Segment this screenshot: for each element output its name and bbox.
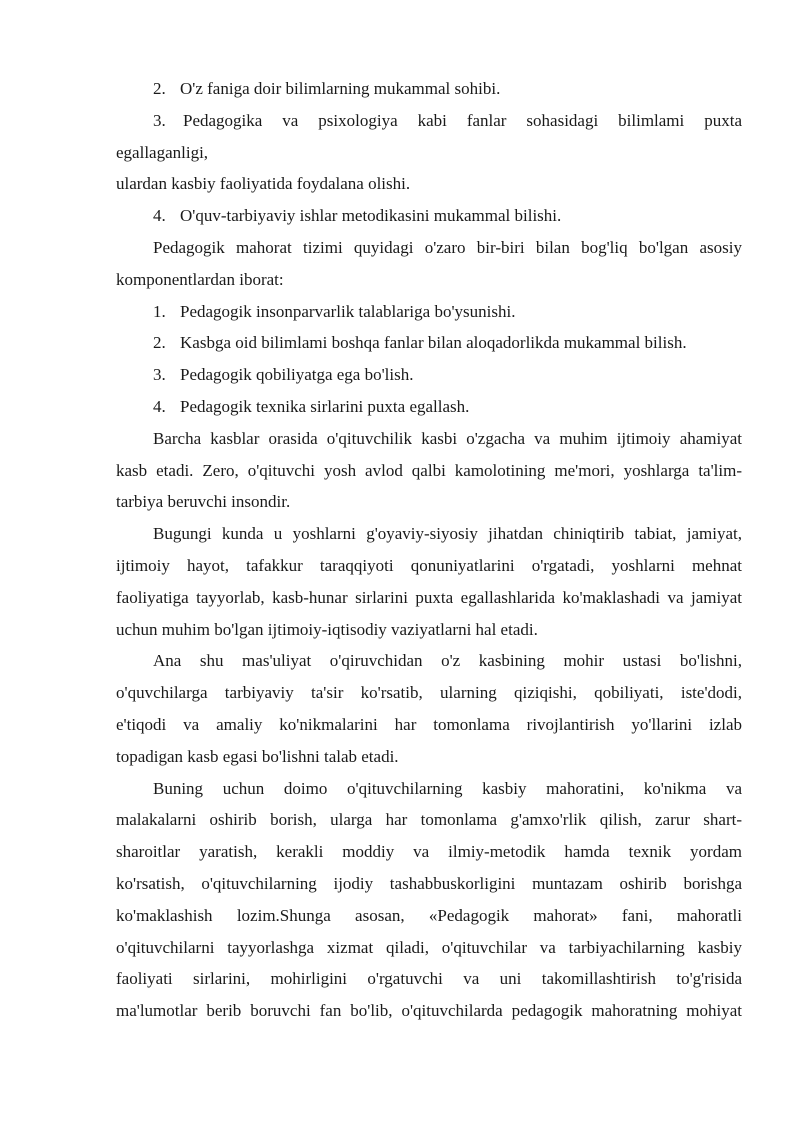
- list-item-text: Pedagogik insonparvarlik talablariga bo'ysunishi.: [180, 301, 516, 321]
- list-item-text: O'z faniga doir bilimlarning mukammal sohibi.: [180, 79, 501, 98]
- paragraph-line: Bugungi kunda u yoshlarni g'oyaviy-siyosiy jihatdan chiniqtirib tabiat, jamiyat,: [153, 524, 742, 544]
- paragraph-line: Pedagogik mahorat tizimi quyidagi o'zaro bir-biri bilan bog'liq bo'lgan asosiy: [153, 237, 742, 257]
- list-number: 1.: [153, 301, 166, 321]
- text-line: egallaganligi,: [116, 142, 209, 162]
- document-body: [116, 73, 742, 1027]
- list-item: [116, 359, 742, 391]
- list-item-text: Kasbga oid bilimlami boshqa fanlar bilan aloqadorlikda mukammal bilish.: [180, 333, 687, 353]
- list-number: 3.: [153, 110, 166, 130]
- paragraph-line: Buning uchun doimo o'qituvchilarning kasbiy mahoratini, ko'nikma va: [153, 778, 742, 798]
- list-number: 4.: [153, 396, 166, 416]
- list-item-text: O'quv-tarbiyaviy ishlar metodikasini mukammal bilishi.: [180, 206, 562, 226]
- text-line: ulardan kasbiy faoliyatida foydalana olishi.: [116, 174, 411, 194]
- list-item-text: Pedagogik texnika sirlarini puxta egallash.: [180, 396, 470, 416]
- list-item: [116, 200, 742, 232]
- list-item: [116, 105, 742, 137]
- list-item: [116, 327, 742, 359]
- paragraph-line: e'tiqodi va amaliy ko'nikmalarini har tomonlama rivojlantirish yo'llarini izlab: [116, 714, 742, 734]
- paragraph-line: topadigan kasb egasi bo'lishni talab etadi.: [116, 746, 399, 766]
- list-item-text: Pedagogika va psixologiya kabi fanlar sohasidagi bilimlami puxta: [183, 110, 742, 130]
- paragraph-line: sharoitlar yaratish, kerakli moddiy va ilmiy-metodik hamda texnik yordam: [116, 842, 742, 862]
- paragraph-line: ko'rsatish, o'qituvchilarning ijodiy tashabbuskorligini muntazam oshirib borishga: [116, 873, 742, 893]
- list-item: [116, 391, 742, 423]
- paragraph-line: uchun muhim bo'lgan ijtimoiy-iqtisodiy vaziyatlarni hal etadi.: [116, 619, 538, 639]
- list-number: 4.: [153, 206, 166, 226]
- list-number: 3.: [153, 365, 166, 385]
- paragraph-line: o'quvchilarga tarbiyaviy ta'sir ko'rsatib, ularning qiziqishi, qobiliyati, iste'dodi,: [116, 683, 742, 703]
- paragraph-line: faoliyati sirlarini, mohirligini o'rgatuvchi va uni takomillashtirish to'g'risida: [116, 969, 742, 989]
- paragraph-line: ko'maklashish lozim.Shunga asosan, «Pedagogik mahorat» fani, mahoratli: [116, 905, 742, 925]
- paragraph-line: ijtimoiy hayot, tafakkur taraqqiyoti qonuniyatlarini o'rgatadi, yoshlarni mehnat: [116, 555, 742, 575]
- paragraph-line: kasb etadi. Zero, o'qituvchi yosh avlod qalbi kamolotining me'mori, yoshlarga ta'lim-: [116, 460, 742, 480]
- list-number: 2.: [153, 333, 166, 353]
- paragraph-line: Barcha kasblar orasida o'qituvchilik kasbi o'zgacha va muhim ijtimoiy ahamiyat: [153, 428, 742, 448]
- list-item: [116, 73, 742, 105]
- paragraph-line: malakalarni oshirib borish, ularga har tomonlama g'amxo'rlik qilish, zarur shart-: [116, 810, 742, 830]
- list-item-text: Pedagogik qobiliyatga ega bo'lish.: [180, 365, 414, 385]
- paragraph-line: ma'lumotlar berib boruvchi fan bo'lib, o'qituvchilarda pedagogik mahoratning mohiyat: [116, 1001, 742, 1021]
- paragraph-line: tarbiya beruvchi insondir.: [116, 492, 291, 512]
- paragraph-line: Ana shu mas'uliyat o'qiruvchidan o'z kasbining mohir ustasi bo'lishni,: [153, 651, 742, 671]
- list-number: 2.: [153, 79, 166, 98]
- paragraph-line: komponentlardan iborat:: [116, 269, 284, 289]
- paragraph-line: o'qituvchilarni tayyorlashga xizmat qiladi, o'qituvchilar va tarbiyachilarning kasbiy: [116, 937, 742, 957]
- list-item: [116, 296, 742, 328]
- paragraph-line: faoliyatiga tayyorlab, kasb-hunar sirlarini puxta egallashlarida ko'maklashadi va jamiyat: [116, 587, 742, 607]
